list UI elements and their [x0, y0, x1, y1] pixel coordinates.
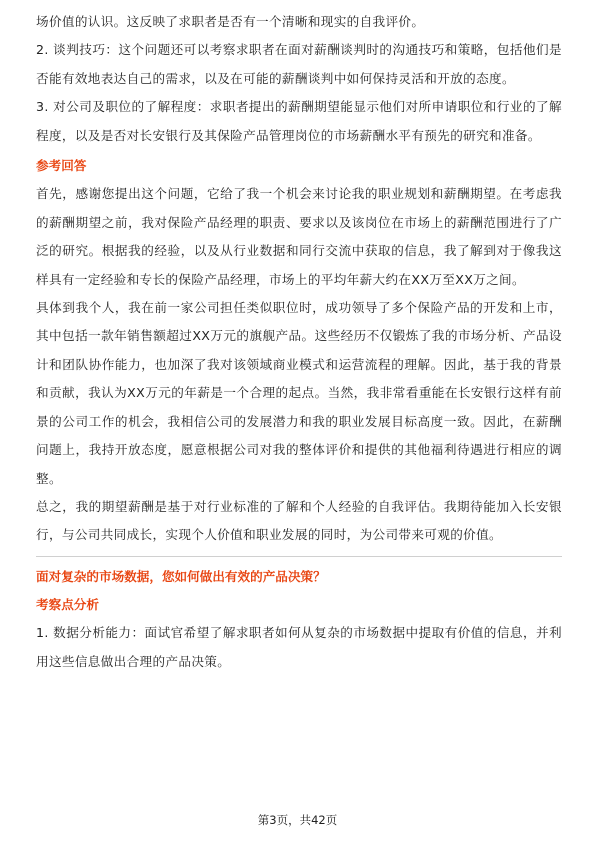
- reference-paragraph-2: 具体到我个人，我在前一家公司担任类似职位时，成功领导了多个保险产品的开发和上市，其中包括一款年销售额超过XX万元的旗舰产品。这些经历不仅锻炼了我的市场分析、产品设计和团队协作能力，也加深了我对该领域商业模式和运营流程的理解。因此，基于我的背景和贡献，我认为XX万元的年薪是一个合理的起点。当然，我非常看重能在长安银行这样有前景的公司工作的机会，我相信公司的发展潜力和我的职业发展目标高度一致。因此，在薪酬问题上，我持开放态度，愿意根据公司对我的整体评价和提供的其他福利待遇进行相应的调整。: [36, 300, 562, 486]
- reference-paragraph-1: 首先，感谢您提出这个问题，它给了我一个机会来讨论我的职业规划和薪酬期望。在考虑我的薪酬期望之前，我对保险产品经理的职责、要求以及该岗位在市场上的薪酬范围进行了广泛的研究。根据我的经验，以及从行业数据和同行交流中获取的信息，我了解到对于像我这样具有一定经验和专长的保险产品经理，市场上的平均年薪大约在XX万至XX万之间。: [36, 186, 562, 287]
- analysis-point-continued: 场价值的认识。这反映了求职者是否有一个清晰和现实的自我评价。: [36, 14, 425, 29]
- reference-paragraph-3: 总之，我的期望薪酬是基于对行业标准的了解和个人经验的自我评估。我期待能加入长安银行，与公司共同成长，实现个人价值和职业发展的同时，为公司带来可观的价值。: [36, 498, 562, 543]
- question-title: 面对复杂的市场数据，您如何做出有效的产品决策？: [36, 568, 326, 584]
- page-footer: 第3页，共42页: [257, 813, 338, 827]
- analysis-point-company-knowledge: 3. 对公司及职位的了解程度：求职者提出的薪酬期望能显示他们对所申请职位和行业的了解程度，以及是否对长安银行及其保险产品管理岗位的市场薪酬水平有预先的研究和准备。: [36, 99, 562, 143]
- analysis-heading: 考察点分析: [36, 596, 99, 612]
- analysis-point-negotiation: 2. 谈判技巧：这个问题还可以考察求职者在面对薪酬谈判时的沟通技巧和策略，包括他们是否能有效地表达自己的需求，以及在可能的薪酬谈判中如何保持灵活和开放的态度。: [36, 42, 562, 86]
- analysis-point-data-skills: 1. 数据分析能力：面试官希望了解求职者如何从复杂的市场数据中提取有价值的信息，并利用这些信息做出合理的产品决策。: [36, 625, 562, 669]
- reference-answer-heading: 参考回答: [36, 158, 87, 174]
- section-divider: [36, 556, 562, 557]
- page-content: [36, 8, 562, 676]
